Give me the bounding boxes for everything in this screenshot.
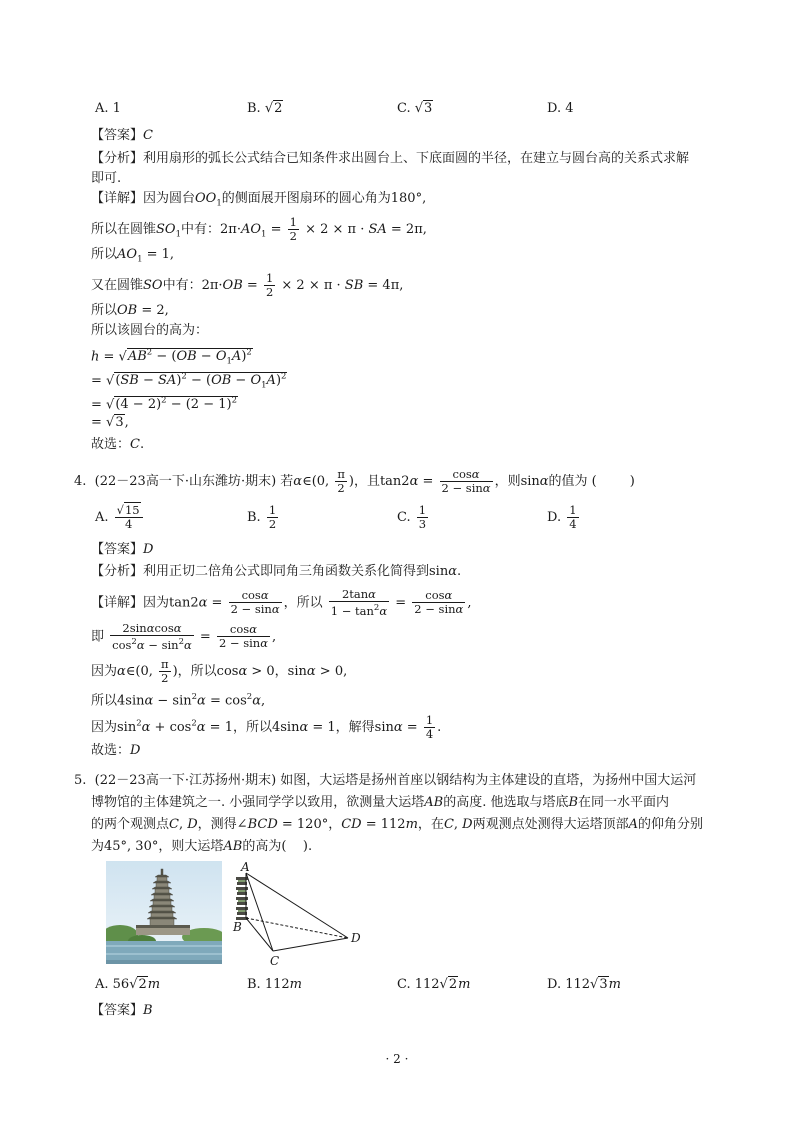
q5-stem-line-4: 为45°, 30°，则大运塔AB的高为( ).	[91, 839, 313, 854]
q3-option-c: C. √3	[397, 101, 433, 116]
q3-option-b: B. √2	[247, 101, 283, 116]
q3-analysis-line-1: 【分析】利用扇形的弧长公式结合已知条件求出圆台上、下底面圆的半径，在建立与圆台高的关系式求解	[91, 151, 690, 166]
q3-conclusion: 故选：C.	[91, 437, 145, 452]
q4-option-a: A. $\frac{√15}{4}$	[95, 504, 145, 531]
q4-analysis: 【分析】利用正切二倍角公式即同角三角函数关系化简得到sinα.	[91, 564, 462, 579]
q4-option-b: B. $\frac{1}{2}$	[247, 503, 277, 531]
q4-detail-line-5: 因为$\sin^2\alpha + \cos^2\alpha = 1$，所以4sinα = 1，解得sinα = $\frac{1}{4}$ .	[91, 713, 442, 741]
q3-option-a: A. 1	[95, 101, 121, 116]
q3-detail-line-4: 又在圆锥SO中有：2π·OB = $\frac{1}{2}$ × 2 × π · SB = 4π,	[91, 271, 404, 299]
q5-stem-line-1: 5. (22－23高一下·江苏扬州·期末) 如图，大运塔是扬州首座以钢结构为主体建设的直塔，为扬州中国大运河	[74, 773, 697, 788]
q3-detail-line-8: = $√(SB - SA)^2 - (OB - O_1A)^2$	[91, 372, 287, 391]
label-c: C	[270, 954, 280, 968]
q4-option-d: D. $\frac{1}{4}$	[547, 503, 577, 531]
q3-detail-line-9: = $√(4 - 2)^2 - (2 - 1)^2$	[91, 396, 237, 413]
q5-option-a: A. 56√2m	[95, 977, 161, 992]
segment-cd	[273, 938, 348, 951]
q3-detail-line-1: 【详解】因为圆台$OO_1$的侧面展开图扇环的圆心角为180°,	[91, 191, 427, 209]
q3-detail-line-5: 所以OB = 2,	[91, 303, 169, 318]
q3-option-d: D. 4	[547, 101, 574, 116]
label-d: D	[351, 931, 361, 945]
page-number: · 2 ·	[385, 1052, 409, 1066]
q5-answer: 【答案】B	[91, 1003, 153, 1018]
q3-detail-line-10: = √3,	[91, 415, 129, 430]
q3-answer: 【答案】C	[91, 128, 153, 143]
segment-ac	[246, 873, 273, 951]
label-a: A	[241, 860, 250, 874]
q3-detail-line-6: 所以该圆台的高为：	[91, 323, 209, 338]
q4-detail-line-1: 【详解】因为tan2α = $\frac{\cos\alpha}{2 - \sin\alpha}$ ，所以 $\frac{2\tan\alpha}{1 - \tan^2\alpha}$ = $\frac{\cos\alpha}{2 - \sin\alpha}$ ,	[91, 587, 472, 618]
q4-stem: 4. (22－23高一下·山东潍坊·期末) 若α∈(0, $\frac{\pi}{2}$ )，且tan2α = $\frac{\cos\alpha}{2 - \sin\alpha}$ ，则sinα的值为 ( )	[74, 467, 635, 495]
q4-detail-line-3: 因为α∈(0, $\frac{\pi}{2}$ )，所以cosα > 0，sinα > 0,	[91, 657, 348, 685]
q4-option-c: C. $\frac{1}{3}$	[397, 503, 427, 531]
q3-detail-line-3: 所以$AO_1 = 1$,	[91, 247, 175, 265]
pagoda-photo	[106, 861, 222, 964]
q3-analysis-line-2: 即可.	[91, 171, 122, 186]
q3-detail-line-7: $h = √AB^2 - (OB - O_1A)^2$	[91, 348, 252, 367]
q4-answer: 【答案】D	[91, 542, 154, 557]
q5-stem-line-3: 的两个观测点C, D，测得∠BCD = 120°，CD = 112m，在C, D两观测点处测得大运塔顶部A的仰角分别	[91, 817, 704, 832]
q5-option-d: D. 112√3m	[547, 977, 621, 992]
pagoda-diagram	[232, 860, 367, 970]
q4-conclusion: 故选：D	[91, 743, 141, 758]
segment-bc	[246, 918, 273, 951]
label-b: B	[233, 920, 242, 934]
q3-detail-line-2: 所以在圆锥$SO_1$中有：$2\pi\cdot AO_1$ = $\frac{1}{2}$ × 2 × π · SA = 2π,	[91, 215, 427, 243]
q5-option-b: B. 112m	[247, 977, 302, 992]
q4-detail-line-4: 所以$4\sin\alpha - \sin^2\alpha = \cos^2\alpha$,	[91, 692, 266, 709]
q5-stem-line-2: 博物馆的主体建筑之一. 小强同学学以致用，欲测量大运塔AB的高度. 他选取与塔底B在同一水平面内	[91, 795, 670, 810]
q5-option-c: C. 112√2m	[397, 977, 471, 992]
q4-detail-line-2: 即 $\frac{2\sin\alpha\cos\alpha}{\cos^2\alpha - \sin^2\alpha}$ = $\frac{\cos\alpha}{2 - \sin\alpha}$ ,	[91, 621, 277, 652]
